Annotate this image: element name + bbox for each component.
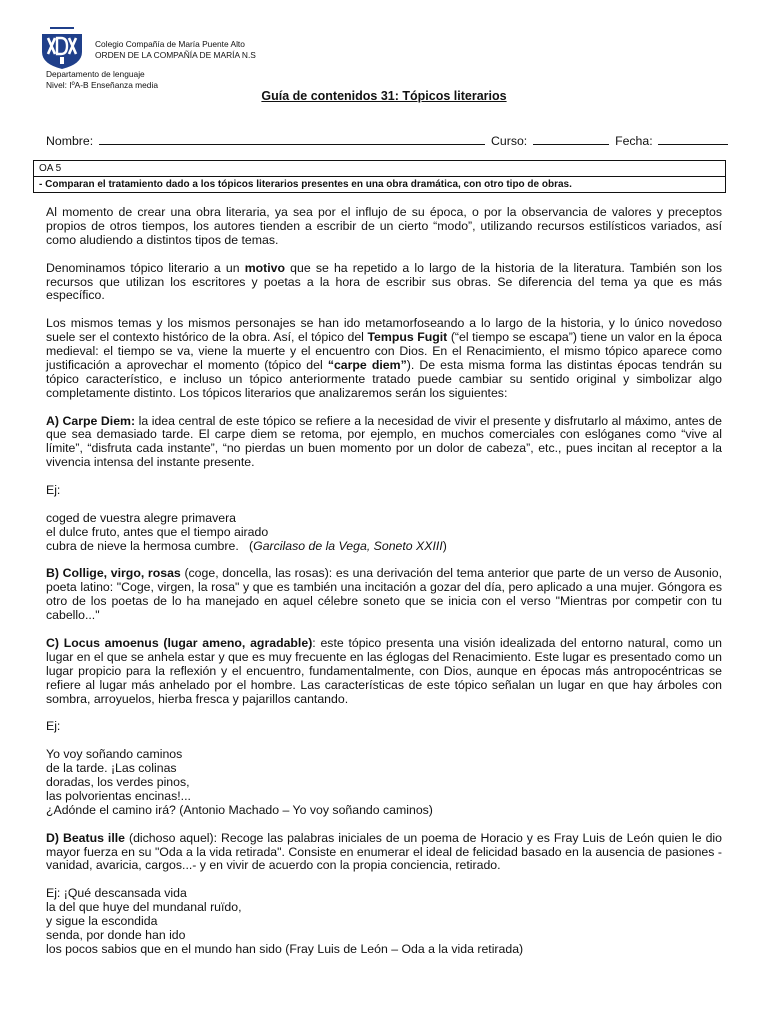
level: Nivel: IºA-B Enseñanza media [46, 80, 158, 90]
topic-a-citation: Garcilaso de la Vega, Soneto XXIII [253, 538, 443, 553]
topic-c-verse-2: de la tarde. ¡Las colinas [46, 761, 177, 776]
topic-d-verse-1: Ej: ¡Qué descansada vida [46, 886, 187, 901]
date-label: Fecha: [615, 134, 653, 148]
objective-table [33, 160, 726, 193]
topic-c-verse-3: doradas, los verdes pinos, [46, 775, 190, 790]
topic-b-paragraph: B) Collige, virgo, rosas (coge, doncella, las rosas): es una derivación del tema anterior que parte de un verso de Ausonio, poeta latino: "Coge, virgen, la rosa" y que es también una incitación a gozar del día, pero aplicado a una mujer. Góngora es otro de los poetas de lo ha manejado en aquel célebre soneto que se inicia con el verso "Mientras por competir con tu cabello..." [46, 566, 722, 623]
topic-a-verse-1: coged de vuestra alegre primavera [46, 510, 237, 525]
order-name: ORDEN DE LA COMPAÑÍA DE MARÍA N.S [95, 50, 256, 60]
topic-c-verse-1: Yo voy soñando caminos [46, 747, 183, 762]
topic-d-verse-3: y sigue la escondida [46, 914, 158, 929]
topic-a-verse-2: el dulce fruto, antes que el tiempo airado [46, 524, 269, 539]
school-crest-icon [40, 26, 84, 70]
school-info [95, 39, 256, 61]
course-label: Curso: [491, 134, 528, 148]
department: Departamento de lenguaje [46, 69, 145, 79]
definition-paragraph: Denominamos tópico literario a un motivo que se ha repetido a lo largo de la historia de la literatura. También son los recursos que utilizan los escritores y poetas a la hora de escribir sus obras. Se diferencia del tema ya que es más específico. [46, 260, 722, 303]
topic-b-heading: B) Collige, virgo, rosas [46, 566, 181, 581]
topic-c-example-label: Ej: [46, 719, 61, 734]
objective-description: - Comparan el tratamiento dado a los tópicos literarios presentes en una obra dramática, con otro tipo de obras. [39, 179, 572, 190]
course-field[interactable] [533, 134, 609, 145]
department-info [46, 69, 158, 91]
topic-a-example-label: Ej: [46, 483, 61, 498]
topic-a-heading: A) Carpe Diem: [46, 413, 136, 428]
topic-d-verse-5: los pocos sabios que en el mundo han sido (Fray Luis de León – Oda a la vida retirada) [46, 941, 524, 956]
student-fields [46, 134, 731, 148]
topic-c-verse-5: ¿Adónde el camino irá? (Antonio Machado – Yo voy soñando caminos) [46, 802, 433, 817]
objective-code: OA 5 [34, 161, 725, 177]
name-field[interactable] [99, 134, 485, 145]
school-name: Colegio Compañía de María Puente Alto [95, 39, 245, 49]
topic-d-paragraph: D) Beatus ille (dichoso aquel): Recoge las palabras iniciales de un poema de Horacio y es Fray Luis de León quien le dio mayor fuerza en su "Oda a la vida retirada". Consiste en enumerar el ideal de felicidad basado en la ausencia de pasiones -vanidad, avaricia, cargos...- y en vivir de acuerdo con la propia conciencia, retirado. [46, 830, 722, 873]
page-title: Guía de contenidos 31: Tópicos literarios [261, 89, 507, 103]
topic-c-heading: C) Locus amoenus (lugar ameno, agradable) [46, 635, 313, 650]
document-body [46, 206, 722, 957]
date-field[interactable] [658, 134, 728, 145]
intro-paragraph: Al momento de crear una obra literaria, ya sea por el influjo de su época, o por la observancia de valores y preceptos propios de otros tiempos, los autores tienden a escribir de un cierto “modo”, utilizando recursos estilísticos variados, así como aludiendo a distintos tipos de temas. [46, 205, 722, 247]
topic-c-paragraph: C) Locus amoenus (lugar ameno, agradable): este tópico presenta una visión idealizada del entorno natural, como un lugar en el que se anhela estar y que es muy frecuente en las églogas del Renacimiento. Este lugar es presentado como un lugar propicio para la reflexión y el encuentro, fundamentalmente, con Dios, aunque en épocas más antropocéntricas se refiere al lugar más anhelado por el hombre. Las características de este tópico señalan un lugar en que hay árboles con sombra, arroyuelos, hierba fresca y pajarillos cantando. [46, 635, 723, 706]
topic-a-verse-3: cubra de nieve la hermosa cumbre. (Garcilaso de la Vega, Soneto XXIII) [46, 538, 447, 553]
topic-d-verse-2: la del que huye del mundanal ruïdo, [46, 900, 242, 915]
topic-d-heading: D) Beatus ille [46, 830, 126, 845]
name-label: Nombre: [46, 134, 94, 148]
evolution-paragraph: Los mismos temas y los mismos personajes se han ido metamorfoseando a lo largo de la historia, y lo único novedoso suele ser el contexto histórico de la obra. Así, el tópico del Tempus Fugit (“el tiempo se escapa”) tiene un valor en la época medieval: el tiempo se va, viene la muerte y el encuentro con Dios. En el Renacimiento, el mismo tópico aparece como justificación a aprovechar el momento (tópico del “carpe diem”). De esta misma forma las distintas épocas tendrán su tópico característico, e incluso un tópico anteriormente tratado puede cambiar su sentido original y simbolizar algo completamente distinto. Los tópicos literarios que analizaremos serán los siguientes: [46, 316, 722, 400]
topic-c-verse-4: las polvorientas encinas!... [46, 788, 191, 803]
topic-d-verse-4: senda, por donde han ido [46, 927, 186, 942]
topic-a-paragraph: A) Carpe Diem: la idea central de este tópico se refiere a la necesidad de vivir el presente y disfrutarlo al máximo, antes de que sea demasiado tarde. El carpe diem se retoma, por ejemplo, en muchos comerciales con eslóganes como “vive al límite”, “disfruta cada instante”, “no pierdas un buen momento por un dolor de cabeza”, etc., pues incitan al receptor a la vivencia intensa del instante presente. [46, 413, 722, 470]
